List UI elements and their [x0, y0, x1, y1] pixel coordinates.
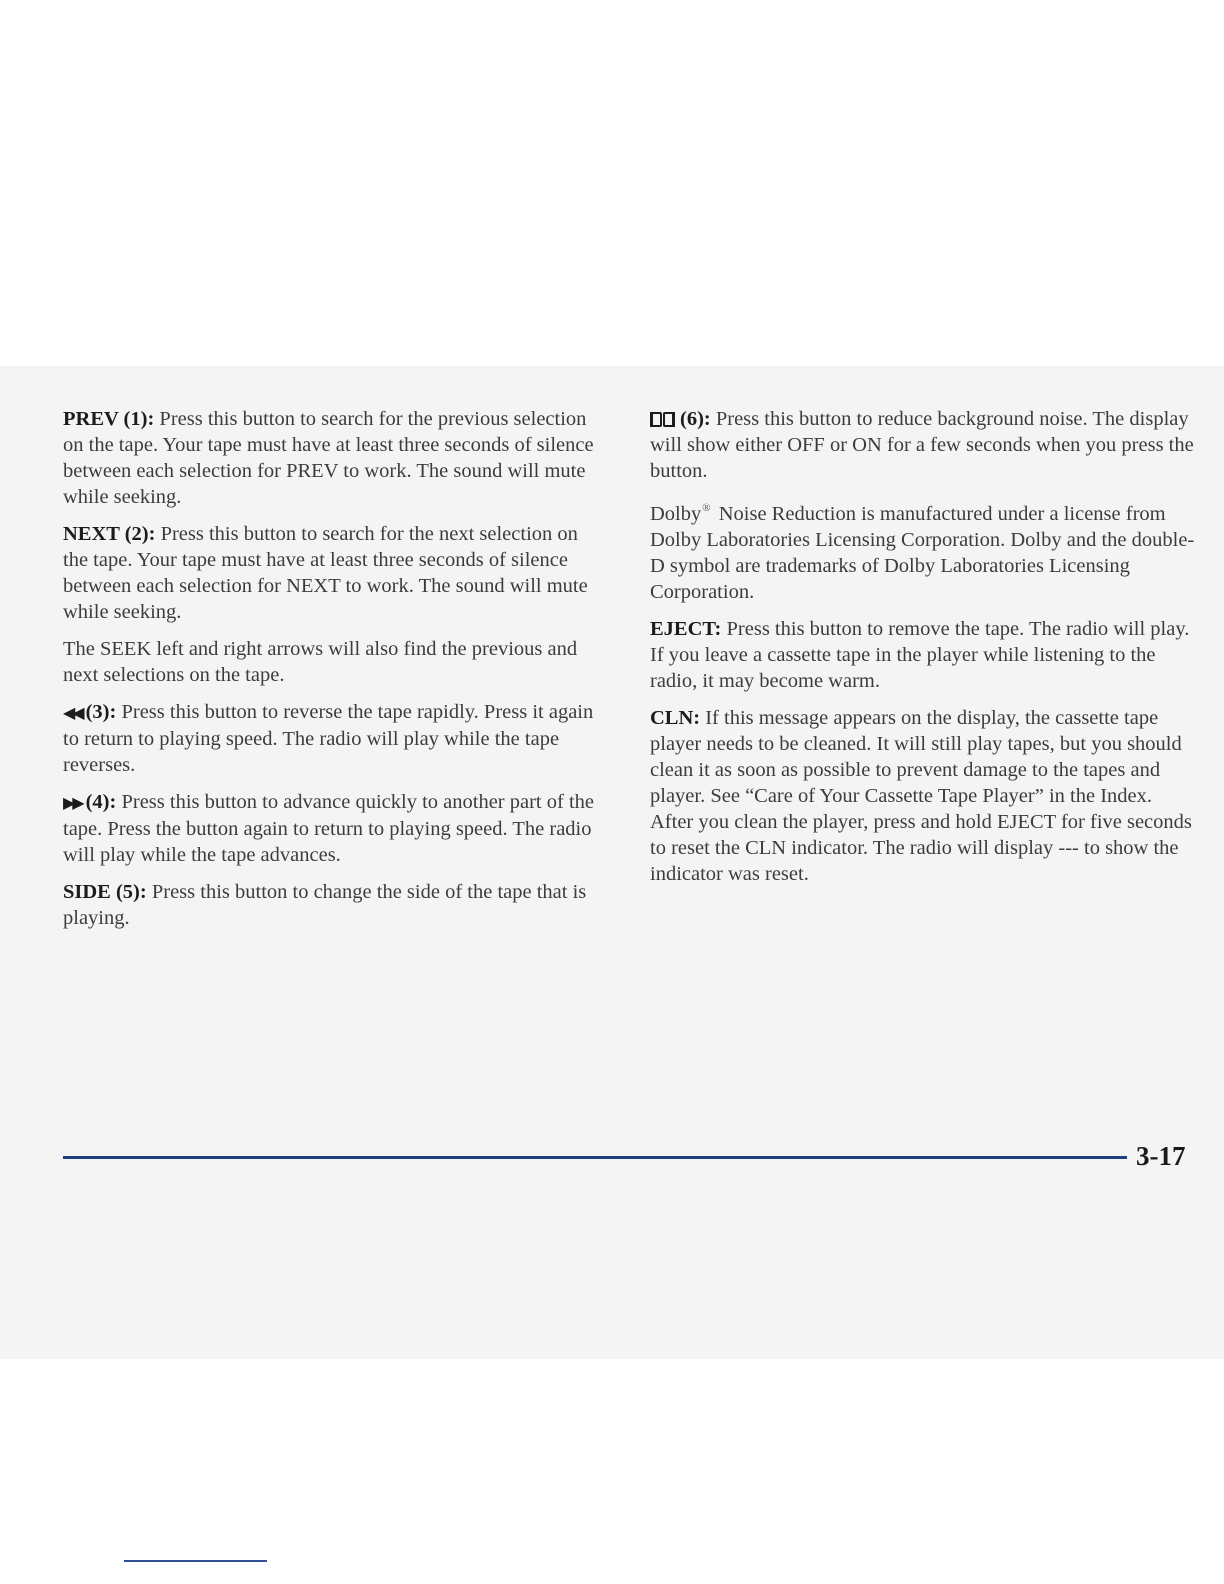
rewind-icon: ◀◀	[63, 703, 82, 722]
footer-rule	[63, 1156, 1127, 1159]
prev-text: Press this button to search for the previous selection on the tape. Your tape must have at least three seconds of silence between each selection for PREV to work. The sound will mute while seeking.	[63, 408, 594, 508]
fast-forward-lead: (4):	[85, 791, 117, 813]
right-column	[650, 406, 1195, 898]
dolby-word: Dolby	[650, 503, 702, 525]
rewind-paragraph	[63, 699, 603, 778]
dolby-trademark-paragraph	[650, 495, 1195, 605]
dolby-trademark-text: Noise Reduction is manufactured under a license from Dolby Laboratories Licensing Corporation. Dolby and the double-D symbol are trademarks of Dolby Laboratories Licensing Corporation.	[650, 503, 1195, 603]
fast-forward-paragraph	[63, 789, 603, 868]
prev-paragraph	[63, 406, 603, 510]
fast-forward-icon: ▶▶	[63, 793, 82, 812]
dolby-double-d-icon	[650, 412, 675, 427]
rewind-lead: (3):	[85, 701, 117, 723]
side-paragraph	[63, 879, 603, 931]
eject-paragraph	[650, 616, 1195, 694]
dolby-button-text: Press this button to reduce background noise. The display will show either OFF or ON for a few seconds when you press the button.	[650, 408, 1194, 482]
side-text: Press this button to change the side of the tape that is playing.	[63, 881, 587, 929]
eject-text: Press this button to remove the tape. The radio will play. If you leave a cassette tape in the player while listening to the radio, it may become warm.	[650, 618, 1190, 692]
rewind-text: Press this button to reverse the tape rapidly. Press it again to return to playing speed. The radio will play while the tape reverses.	[63, 701, 594, 776]
dolby-button-paragraph	[650, 406, 1195, 484]
cln-lead: CLN:	[650, 707, 701, 729]
dolby-button-lead: (6):	[680, 408, 711, 430]
seek-text: The SEEK left and right arrows will also find the previous and next selections on the tape.	[63, 638, 578, 686]
fast-forward-text: Press this button to advance quickly to another part of the tape. Press the button again to return to playing speed. The radio will play while the tape advances.	[63, 791, 594, 866]
next-lead: NEXT (2):	[63, 523, 156, 545]
left-column	[63, 406, 603, 942]
prev-lead: PREV (1):	[63, 408, 155, 430]
cln-paragraph	[650, 705, 1195, 887]
bottom-divider	[124, 1560, 267, 1562]
registered-mark: ®	[702, 502, 711, 514]
next-paragraph	[63, 521, 603, 625]
cln-text: If this message appears on the display, the cassette tape player needs to be cleaned. It will still play tapes, but you should clean it as soon as possible to prevent damage to the tapes and player. See “Care of Your Cassette Tape Player” in the Index. After you clean the player, press and hold EJECT for five seconds to reset the CLN indicator. The radio will display --- to show the indicator was reset.	[650, 707, 1192, 885]
side-lead: SIDE (5):	[63, 881, 147, 903]
seek-paragraph	[63, 636, 603, 688]
eject-lead: EJECT:	[650, 618, 722, 640]
page-number: 3-17	[1136, 1141, 1186, 1171]
next-text: Press this button to search for the next selection on the tape. Your tape must have at least three seconds of silence between each selection for NEXT to work. The sound will mute while seeking.	[63, 523, 588, 623]
